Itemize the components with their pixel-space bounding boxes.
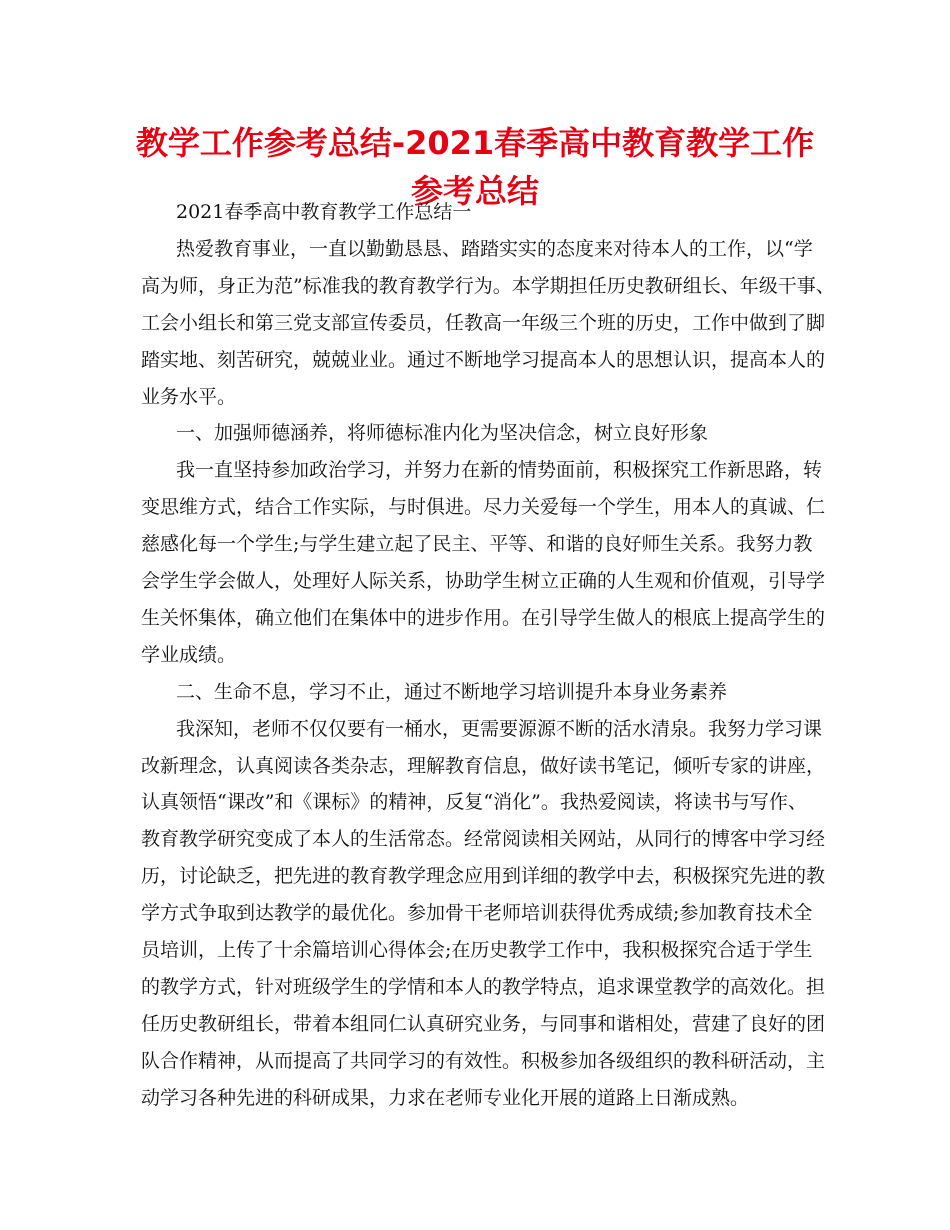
paragraph-line: 动学习各种先进的科研成果，力求在老师专业化开展的道路上日渐成熟。 [141,1086,750,1109]
paragraph-line: 员培训，上传了十余篇培训心得体会;在历史教学工作中，我积极探究合适于学生 [141,939,813,961]
paragraph-line: 我一直坚持参加政治学习，并努力在新的情势面前，积极探究工作新思路，转 [176,459,823,482]
document-title-line-2: 参考总结 [410,172,539,210]
paragraph-line: 学业成绩。 [141,643,237,666]
paragraph-line: 踏实地、刻苦研究，兢兢业业。通过不断地学习提高本人的思想认识，提高本人的 [141,348,826,371]
paragraph-line: 会学生学会做人，处理好人际关系，协助学生树立正确的人生观和价值观，引导学 [141,570,826,592]
paragraph-line: 教育教学研究变成了本人的生活常态。经常阅读相关网站，从同行的博客中学习经 [141,828,826,851]
paragraph-line: 的教学方式，针对班级学生的学情和本人的教学特点，追求课堂教学的高效化。担 [141,975,826,998]
paragraph-line: 改新理念，认真阅读各类杂志，理解教育信息，做好读书笔记，倾听专家的讲座， [141,754,826,777]
paragraph-line: 任历史教研组长，带着本组同仁认真研究业务，与同事和谐相处，营建了良好的团 [141,1012,826,1035]
paragraph-line: 历，讨论缺乏，把先进的教育教学理念应用到详细的教学中去，积极探究先进的教 [141,865,826,888]
paragraph-line: 生关怀集体，确立他们在集体中的进步作用。在引导学生做人的根底上提高学生的 [141,606,826,629]
paragraph-line: 队合作精神，从而提高了共同学习的有效性。积极参加各级组织的教科研活动，主 [141,1049,826,1072]
paragraph-line: 二、生命不息，学习不止，通过不断地学习培训提升本身业务素养 [176,680,728,703]
paragraph-line: 热爱教育事业，一直以勤勤恳恳、踏踏实实的态度来对待本人的工作，以“学 [176,237,813,260]
paragraph-line: 2021春季高中教育教学工作总结一 [176,201,472,223]
paragraph-line: 我深知，老师不仅仅要有一桶水，更需要源源不断的活水清泉。我努力学习课 [176,717,823,740]
paragraph-line: 高为师，身正为范”标准我的教育教学行为。本学期担任历史教研组长、年级干事、 [141,274,835,297]
paragraph-line: 工会小组长和第三党支部宣传委员，任教高一年级三个班的历史，工作中做到了脚 [141,311,826,334]
paragraph-line: 业务水平。 [141,385,237,408]
paragraph-line: 慈感化每一个学生;与学生建立起了民主、平等、和谐的良好师生关系。我努力教 [141,533,813,556]
paragraph-line: 认真领悟“课改”和《课标》的精神，反复“消化”。我热爱阅读，将读书与写作、 [141,791,807,814]
paragraph-line: 学方式争取到达教学的最优化。参加骨干老师培训获得优秀成绩;参加教育技术全 [141,902,813,925]
paragraph-line: 一、加强师德涵养，将师德标准内化为坚决信念，树立良好形象 [176,422,709,445]
document-title-line-1: 教学工作参考总结-2021春季高中教育教学工作 [135,124,815,162]
paragraph-line: 变思维方式，结合工作实际，与时俱进。尽力关爱每一个学生，用本人的真诚、仁 [141,496,826,519]
